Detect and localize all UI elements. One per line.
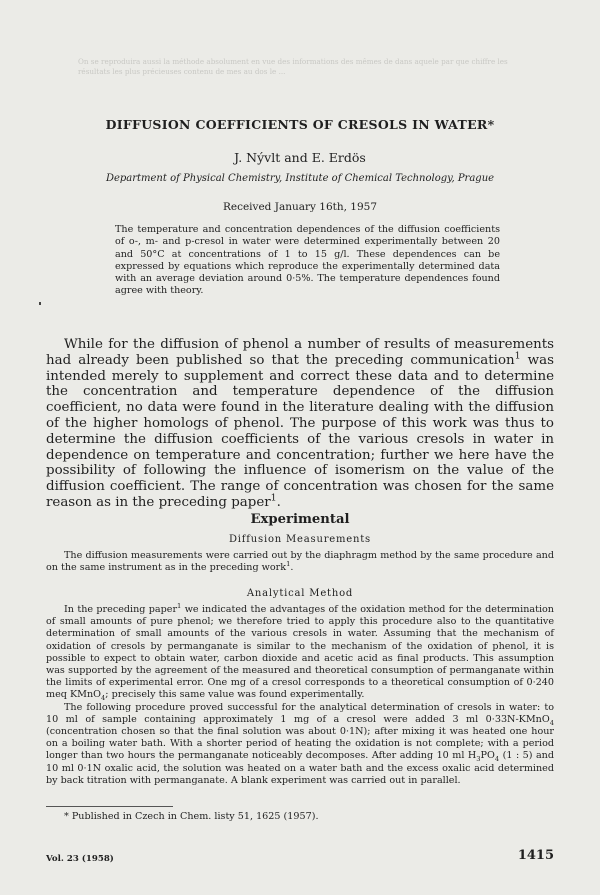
subscript: 4 xyxy=(101,694,106,703)
volume-info: Vol. 23 (1958) xyxy=(46,854,114,864)
subsection-heading-diffusion: Diffusion Measurements xyxy=(228,534,371,545)
procedure-text-2: (concentration chosen so that the final solution was about 0·1N); after mixing it was heated one hour on a boiling water bath. With a shorter period of heating the oxidation is not complete; with a period longer than two hours the permanganate noticeably decomposes. After adding 10 ml H xyxy=(46,726,554,762)
subsection-heading-analytical: Analytical Method xyxy=(246,588,354,599)
procedure-text-4: (1 : 5) and 10 ml 0·1N oxalic acid, the solution was heated on a water bath and the excess oxalic acid determined by back titration with permanganate. A blank experiment was carried out in parallel. xyxy=(46,750,554,786)
footnote-rule xyxy=(46,806,173,807)
received-date: Received January 16th, 1957 xyxy=(222,201,378,213)
article-authors: J. Nývlt and E. Erdös xyxy=(234,150,366,165)
analytical-text-3: ; precisely this same value was found experimentally. xyxy=(105,689,365,701)
bleed-through-text: On se reproduira aussi la méthode absolument en vue des informations des mêmes de dans aquele par que chiffre les résultats les plus précieuses contenu de mes au dos le ... xyxy=(78,57,508,76)
procedure-text-3: PO xyxy=(480,750,495,762)
abstract: The temperature and concentration dependences of the diffusion coefficients of o-, m- and p-cresol in water were determined experimentally between 20 and 50°C at concentrations of 1 to 15 g/l. These dependences can be expressed by equations which reproduce the experimentally determined data with an average deviation around 0·5%. The temperature dependences found agree with theory. xyxy=(115,224,500,297)
analytical-text-2: we indicated the advantages of the oxidation method for the determination of small amounts of pure phenol; we therefore tried to apply this procedure also to the quantitative determination of small amounts of the various cresols in water. Assuming that the mechanism of oxidation of cresols by permanganate is similar to the mechanism of the oxidation of phenol, it is possible to expect to obtain water, carbon dioxide and acetic acid as final products. This assumption was supported by the agreement of the measured and theoretical consumption of permanganate within the limits of experimental error. One mg of a cresol corresponds to a theoretical consumption of 0·240 meq KMnO xyxy=(46,604,554,701)
section-heading-experimental: Experimental xyxy=(250,512,350,527)
diffusion-text-end: . xyxy=(290,562,294,574)
diffusion-paragraph xyxy=(46,550,554,574)
author-affiliation: Department of Physical Chemistry, Institute of Chemical Technology, Prague xyxy=(105,173,495,184)
intro-text-2: was intended merely to supplement and correct these data and to determine the concentration and temperature dependence of the diffusion coefficient, no data were found in the literature dealing with the diffusion of the higher homologs of phenol. The purpose of this work was thus to determine the diffusion coefficients of the various cresols in water in dependence on temperature and concentration; further we here have the possibility of following the influence of isomerism on the value of the diffusion coefficient. The range of concentration was chosen for the same reason as in the preceding paper xyxy=(46,352,554,510)
diffusion-text: The diffusion measurements were carried out by the diaphragm method by the same procedure and on the same instrument as in the preceding work xyxy=(46,550,554,574)
procedure-text-1: The following procedure proved successful for the analytical determination of cresols in water: to 10 ml of sample containing approximately 1 mg of a cresol were added 3 ml 0·33N-KMnO xyxy=(46,701,554,725)
citation-ref: 1 xyxy=(177,601,182,610)
analytical-paragraphs xyxy=(46,601,554,787)
intro-text-3: . xyxy=(276,494,281,510)
article-title: DIFFUSION COEFFICIENTS OF CRESOLS IN WATER* xyxy=(105,117,495,132)
citation-ref: 1 xyxy=(270,492,277,504)
footnote: * Published in Czech in Chem. listy 51, 1625 (1957). xyxy=(64,811,319,822)
citation-ref: 1 xyxy=(286,560,291,569)
subscript: 4 xyxy=(494,755,500,764)
subscript: 4 xyxy=(549,718,554,727)
analytical-text-1: In the preceding paper xyxy=(64,604,178,615)
introduction-paragraph xyxy=(46,337,554,511)
subscript: 3 xyxy=(476,755,481,764)
margin-speck xyxy=(39,302,41,305)
citation-ref: 1 xyxy=(514,350,521,362)
intro-text-1: While for the diffusion of phenol a number of results of measurements had already been published so that the preceding communication xyxy=(46,337,554,368)
page-number: 1415 xyxy=(517,848,554,863)
